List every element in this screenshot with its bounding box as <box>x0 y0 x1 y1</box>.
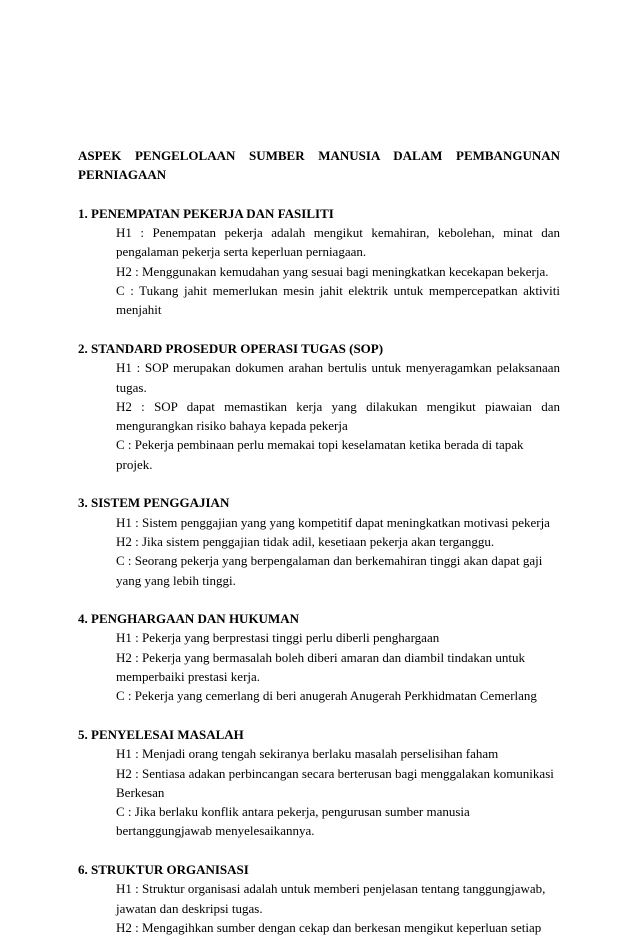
section-3 <box>78 493 560 589</box>
section-heading: 2. STANDARD PROSEDUR OPERASI TUGAS (SOP) <box>78 340 384 356</box>
section-heading: 6. STRUKTUR ORGANISASI <box>78 861 249 877</box>
section-item: H1 : SOP merupakan dokumen arahan bertulis untuk menyeragamkan pelaksanaan tugas. <box>116 360 560 395</box>
section-item: H1 : Pekerja yang berprestasi tinggi perlu diberli penghargaan <box>116 630 440 646</box>
section-4 <box>78 609 560 705</box>
section-item: H2 : Menggunakan kemudahan yang sesuai bagi meningkatkan kecekapan bekerja. <box>116 263 549 279</box>
section-item: H1 : Menjadi orang tengah sekiranya berlaku masalah perselisihan faham <box>116 746 499 762</box>
section-1 <box>78 204 560 320</box>
section-heading: 4. PENGHARGAAN DAN HUKUMAN <box>78 611 299 627</box>
section-item: C : Pekerja pembinaan perlu memakai topi keselamatan ketika berada di tapak projek. <box>116 437 524 472</box>
section-item: H2 : Pekerja yang bermasalah boleh diberi amaran dan diambil tindakan untuk memperbaiki prestasi kerja. <box>116 649 526 685</box>
section-item: H2 : Jika sistem penggajian tidak adil, kesetiaan pekerja akan terganggu. <box>116 533 495 549</box>
section-item: H1 : Struktur organisasi adalah untuk memberi penjelasan tentang tanggungjawab, jawatan dan deskripsi tugas. <box>116 881 546 916</box>
section-item: H2 : SOP dapat memastikan kerja yang dilakukan mengikut piawaian dan mengurangkan risiko bahaya kepada pekerja <box>116 398 560 434</box>
document-title <box>78 146 560 185</box>
section-item: H2 : Mengagihkan sumber dengan cekap dan berkesan mengikut keperluan setiap <box>116 919 542 935</box>
section-heading: 1. PENEMPATAN PEKERJA DAN FASILITI <box>78 205 334 221</box>
section-item: C : Jika berlaku konflik antara pekerja, pengurusan sumber manusia bertanggungjawab menyelesaikannya. <box>116 804 470 839</box>
section-item: H2 : Sentiasa adakan perbincangan secara berterusan bagi menggalakan komunikasi Berkesan <box>116 765 554 800</box>
section-heading: 5. PENYELESAI MASALAH <box>78 726 244 742</box>
section-5 <box>78 725 560 841</box>
document-page <box>78 146 560 937</box>
section-item: C : Seorang pekerja yang berpengalaman dan berkemahiran tinggi akan dapat gaji yang yang lebih tinggi. <box>116 553 543 588</box>
title-line-1: ASPEK PENGELOLAAN SUMBER MANUSIA DALAM PEMBANGUNAN <box>78 148 560 163</box>
section-item: C : Pekerja yang cemerlang di beri anugerah Anugerah Perkhidmatan Cemerlang <box>116 688 537 704</box>
section-2 <box>78 339 560 474</box>
section-item: C : Tukang jahit memerlukan mesin jahit elektrik untuk mempercepatkan aktiviti menjahit <box>116 283 560 318</box>
section-item: H1 : Penempatan pekerja adalah mengikut kemahiran, kebolehan, minat dan pengalaman pekerja serta keperluan perniagaan. <box>116 225 560 260</box>
section-6 <box>78 860 560 937</box>
section-item: H1 : Sistem penggajian yang yang kompetitif dapat meningkatkan motivasi pekerja <box>116 514 550 530</box>
title-line-2: PERNIAGAAN <box>78 167 167 183</box>
section-heading: 3. SISTEM PENGGAJIAN <box>78 495 230 511</box>
